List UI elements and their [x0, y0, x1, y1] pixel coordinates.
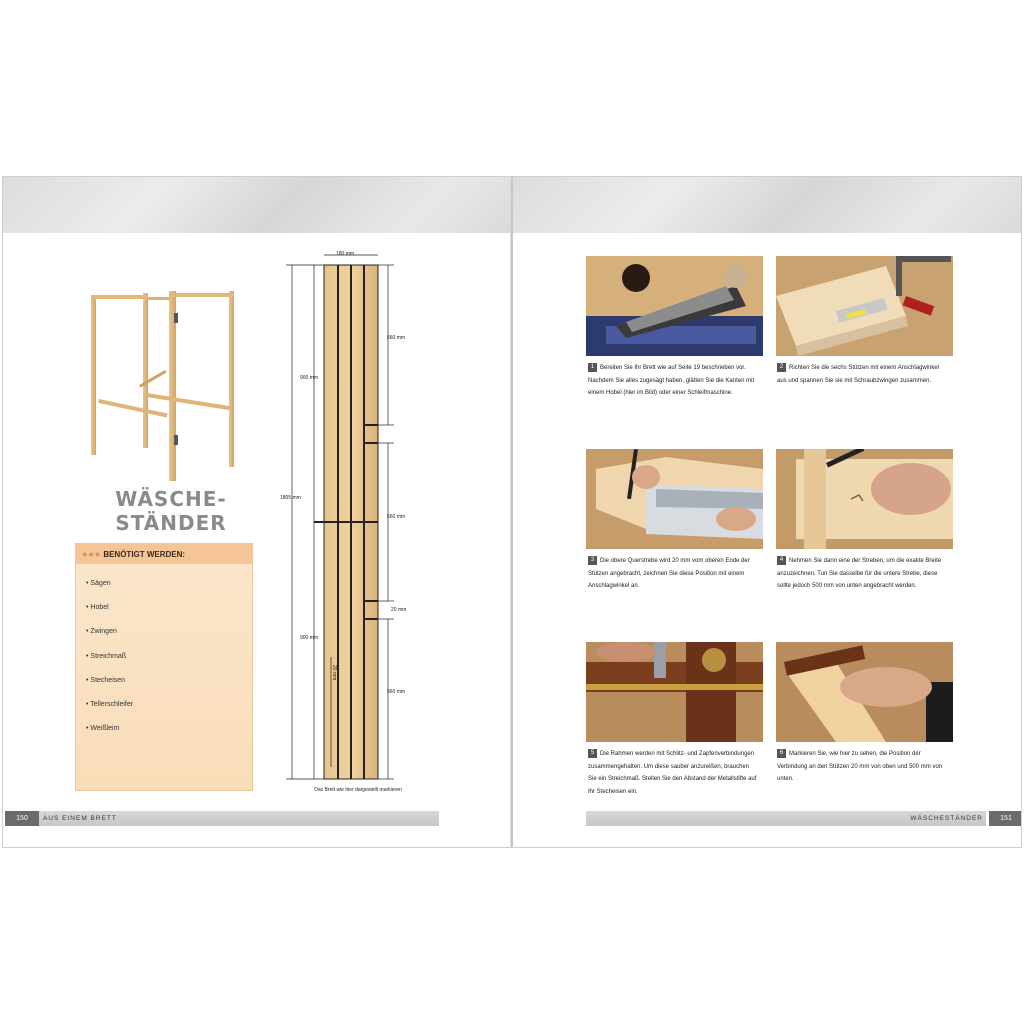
materials-list	[86, 580, 133, 749]
gap-dimension: 20 mm	[391, 607, 407, 613]
page-number: 150	[5, 811, 39, 826]
list-item: • Streichmaß	[86, 652, 127, 660]
step-1-text: 1 Bereiten Sie Ihr Brett wie auf Seite 19 beschrieben vor. Nachdem Sie alles zugesägt haben, glätten Sie die Kanten mit einem Hobel (hier im Bild) oder einer Schleifmaschine.	[588, 363, 755, 396]
running-footer: WÄSCHESTÄNDER	[910, 815, 983, 822]
book-spread	[2, 176, 1022, 848]
total-dimension: 1805 mm	[280, 495, 301, 501]
step-number: 6	[777, 749, 786, 758]
list-item: • Stecheisen	[86, 676, 126, 684]
segment-dimension-3: 560 mm	[387, 689, 406, 695]
list-item: • Sägen	[86, 580, 111, 587]
page-title	[111, 487, 231, 535]
step-6-text: 6 Markieren Sie, wie hier zu sehen, die Position der Verbindung an den Stützen 20 mm von oben und 500 mm von unten.	[777, 749, 943, 782]
step-3-text: 3 Die obere Querstrebe wird 20 mm vom oberen Ende der Stützen angebracht, zeichnen Sie diese Position mit einem Anschlagwinkel an.	[588, 556, 750, 589]
list-item: • Hobel	[86, 604, 109, 612]
drying-rack-photo	[85, 285, 245, 485]
step-number: 1	[588, 363, 597, 372]
page-number: 151	[989, 811, 1021, 826]
step-number: 2	[777, 363, 786, 372]
step-number: 3	[588, 556, 597, 565]
header-band	[513, 177, 1021, 233]
title-line-1: WÄSCHE-	[115, 487, 227, 511]
segment-dimension-2: 560 mm	[387, 514, 406, 520]
list-item: • Tellerschleifer	[86, 700, 134, 708]
step-2-text: 2 Richten Sie die sechs Stützen mit einem Anschlagwinkel aus und spannen Sie sie mit Schraubzwingen zusammen.	[777, 363, 940, 384]
width-dimension: 180 mm	[336, 251, 355, 257]
header-band	[3, 177, 511, 233]
step-5-text: 5 Die Rahmen werden mit Schlitz- und Zapfenverbindungen zusammengehalten. Um diese sauber anzureißen, brauchen Sie ein Streichmaß. Stellen Sie den Abstand der Metallstifte auf Ihr Stecheisen ein.	[588, 749, 757, 795]
lower-dimension: 900 mm	[300, 635, 319, 641]
dots-icon: ●●●	[82, 549, 102, 559]
step-6-photo	[776, 642, 953, 742]
title-line-2: STÄNDER	[115, 511, 227, 535]
inner-dimension: 20 mm	[331, 665, 337, 681]
materials-box	[75, 543, 253, 791]
list-item: • Weißleim	[86, 725, 120, 733]
step-4-photo	[776, 449, 953, 549]
step-number: 4	[777, 556, 786, 565]
step-2-photo	[776, 256, 953, 356]
step-3-photo	[586, 449, 763, 549]
segment-dimension-1: 560 mm	[387, 335, 406, 341]
step-4-text: 4 Nehmen Sie dann eine der Streben, um die exakte Breite anzuzeichnen. Tun Sie dasselbe für die untere Strebe, diese sollte jedoch 500 mm von unten angebracht werden.	[777, 556, 942, 589]
right-page	[513, 177, 1021, 847]
diagram-caption: Das Brett wie hier dargestellt markieren	[314, 787, 402, 793]
materials-heading: ●●● BENÖTIGT WERDEN:	[76, 544, 252, 564]
left-page	[3, 177, 511, 847]
step-1-photo	[586, 256, 763, 356]
step-number: 5	[588, 749, 597, 758]
upper-dimension: 900 mm	[300, 375, 319, 381]
step-5-photo	[586, 642, 763, 742]
list-item: • Zwingen	[86, 628, 117, 636]
running-footer: AUS EINEM BRETT	[43, 815, 117, 822]
